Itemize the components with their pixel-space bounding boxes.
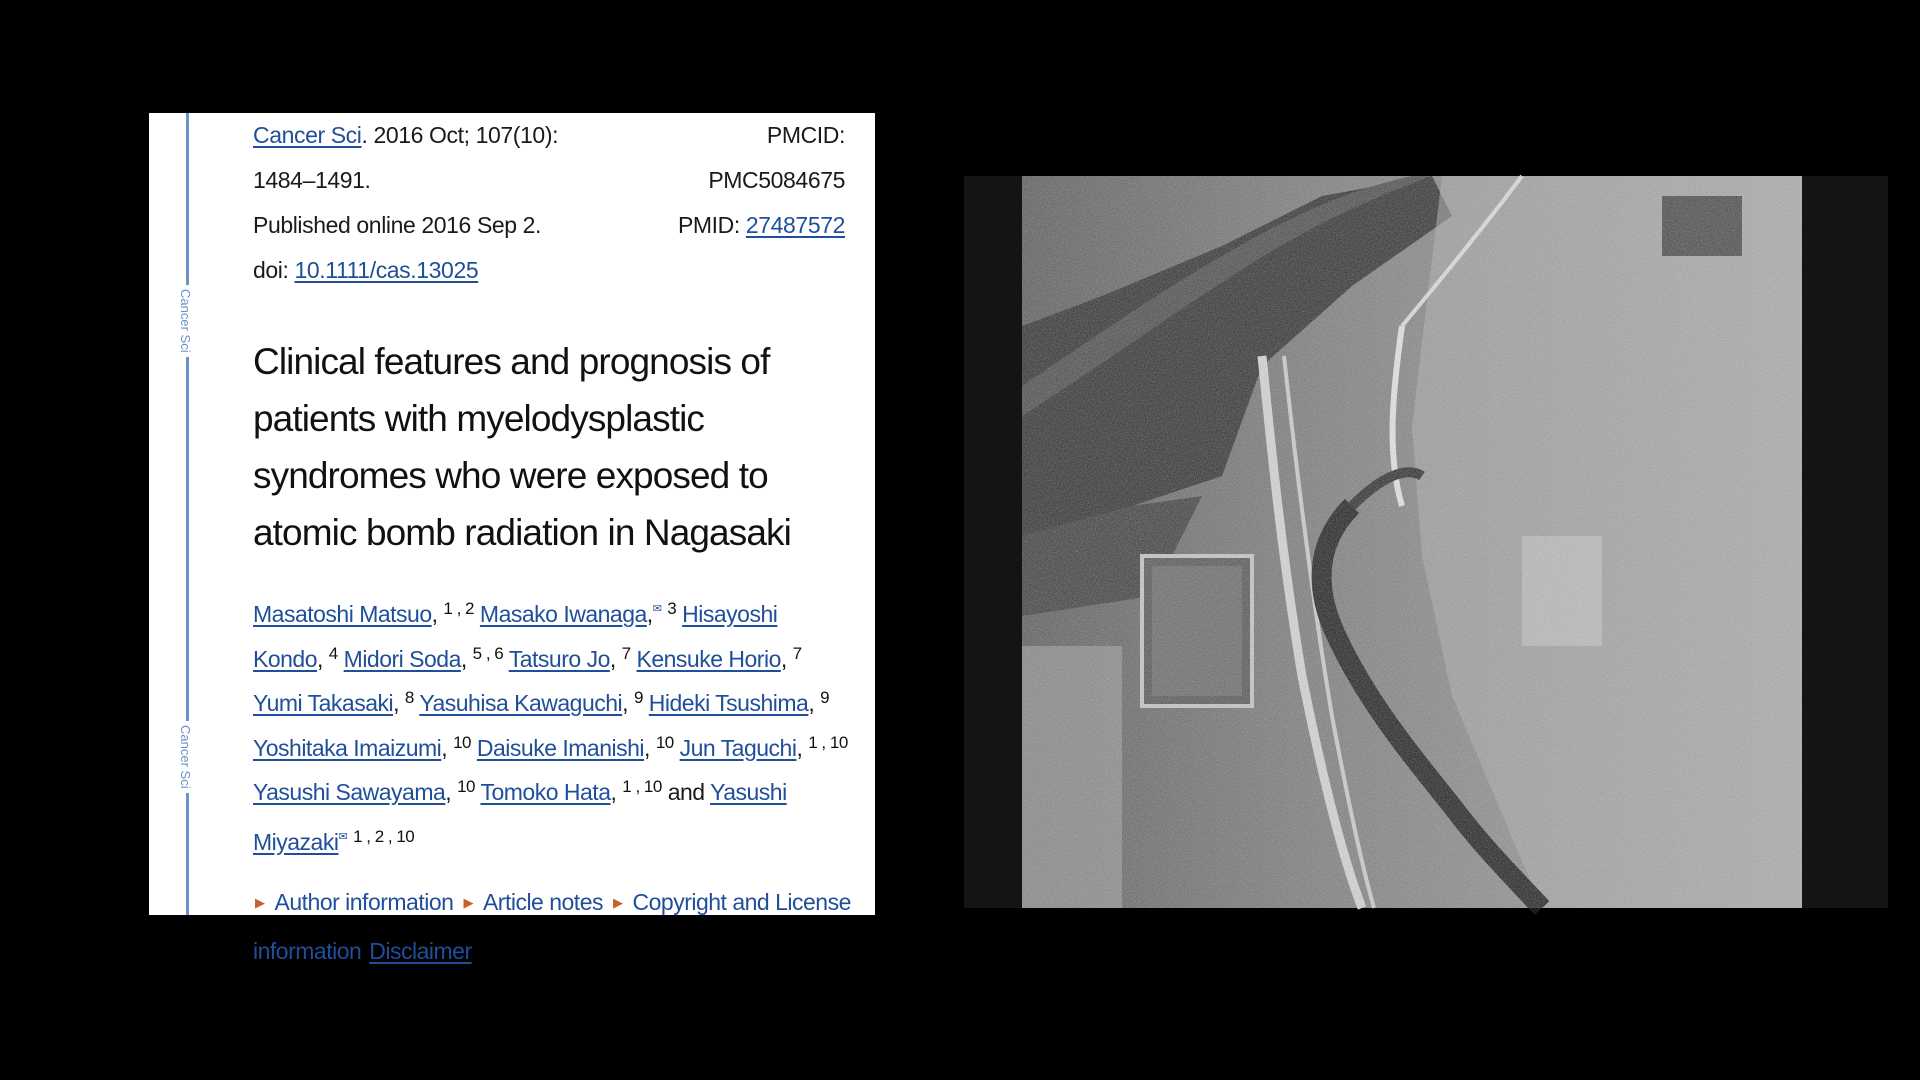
author-affiliation: 4 (328, 643, 338, 663)
author-link[interactable]: Kensuke Horio (636, 645, 781, 672)
author-link[interactable]: Yasushi Miyazaki (253, 779, 787, 855)
disclaimer-link[interactable]: Disclaimer (369, 938, 472, 964)
author-information-link[interactable]: Author information (274, 889, 454, 915)
author-link[interactable]: Masako Iwanaga (479, 601, 647, 627)
author-affiliation: 1 , 2 , 10 (353, 826, 415, 846)
published-date: Published online 2016 Sep 2. (253, 212, 542, 238)
journal-link[interactable]: Cancer Sci (253, 122, 362, 148)
author-affiliation: 5 , 6 (472, 643, 504, 663)
envelope-icon[interactable]: ✉ (652, 603, 662, 615)
doi-link[interactable]: 10.1111/cas.13025 (294, 257, 479, 283)
doi-label: doi: (253, 257, 295, 283)
authors-and-connector: and (667, 779, 705, 805)
author-affiliation: 7 (621, 643, 631, 663)
citation-row (253, 158, 845, 203)
author-affiliation: 9 (633, 688, 643, 707)
author-list: Masatoshi Matsuo, $^{1 , 2}$ Masako Iwanaga,✉ $^3$ Hisayoshi Kondo, $^4$ Midori Soda, $^{5 , 6}$ Tatsuro Jo, $^7$ Kensuke Horio, $^7$ Yumi Takasaki, $^8$ Yasuhisa Kawaguchi, $^9$ Hideki Tsushima, $^9$ Yoshitaka Imaizumi, $^{10}$ Daisuke Imanishi, $^{10}$ Jun Taguchi, $^{1 , 10}$ Yasushi Sawayama, $^{10}$ Tomoko Hata, $^{1 , 10}$ and Yasushi Miyazaki✉ $^{1 , 2 , 10}$ (253, 599, 848, 855)
author-affiliation: 10 (457, 777, 475, 796)
author-affiliation: 10 (655, 732, 674, 752)
article-notes-link[interactable]: Article notes (482, 889, 603, 915)
author-link[interactable]: Jun Taguchi (679, 734, 797, 761)
article-info-links (253, 878, 853, 975)
photo-panel (964, 176, 1888, 908)
triangle-right-icon: ▶ (255, 895, 265, 910)
author-link[interactable]: Masatoshi Matsuo (253, 601, 432, 627)
article-content (253, 113, 851, 975)
author-affiliation: 8 (404, 688, 414, 707)
pmid-link[interactable]: 27487572 (745, 212, 845, 238)
author-link[interactable]: Yoshitaka Imaizumi (253, 734, 442, 761)
triangle-right-icon: ▶ (463, 895, 473, 910)
aerial-photo-drawing (1022, 176, 1802, 908)
pmid-label: PMID: (677, 212, 746, 238)
pmcid-label: PMCID: (766, 122, 845, 148)
author-affiliation: 7 (792, 643, 802, 663)
article-title: Clinical features and prognosis of patients with myelodysplastic syndromes who were exposed to atomic bomb radiation in Nagasaki (253, 341, 791, 553)
side-rail-label: Cancer Sci (181, 285, 193, 357)
author-link[interactable]: Hisayoshi Kondo (253, 601, 778, 672)
citation-date-volume: . 2016 Oct; 107(10): (361, 122, 559, 148)
copyright-license-link[interactable]: Copyright and License information (253, 889, 851, 964)
side-rail-label: Cancer Sci (181, 721, 193, 793)
author-affiliation: 1 , 10 (622, 777, 662, 796)
citation-pages: 1484–1491. (253, 167, 371, 193)
pmid-block (678, 203, 845, 248)
author-link[interactable]: Yasushi Sawayama (253, 779, 446, 805)
side-rail (186, 113, 189, 915)
triangle-right-icon: ▶ (613, 895, 623, 910)
envelope-icon[interactable]: ✉ (338, 830, 348, 843)
author-affiliation: 10 (453, 732, 471, 752)
author-affiliation: 9 (820, 688, 830, 707)
author-link[interactable]: Hideki Tsushima (648, 690, 809, 716)
author-link[interactable]: Yumi Takasaki (253, 690, 394, 716)
citation-row (253, 248, 837, 293)
author-affiliation: 1 , 2 (443, 599, 475, 618)
author-link[interactable]: Tomoko Hata (480, 779, 611, 805)
citation-row (253, 113, 845, 158)
aerial-photo (1022, 176, 1802, 908)
pmcid-value: PMC5084675 (708, 167, 845, 193)
author-link[interactable]: Midori Soda (343, 645, 461, 672)
author-affiliation: 3 (667, 599, 677, 618)
article-header-panel (149, 113, 875, 964)
author-link[interactable]: Daisuke Imanishi (476, 734, 645, 761)
author-link[interactable]: Yasuhisa Kawaguchi (419, 690, 623, 716)
citation-row (253, 203, 845, 248)
author-affiliation: 1 , 10 (808, 732, 848, 752)
author-link[interactable]: Tatsuro Jo (508, 645, 610, 672)
